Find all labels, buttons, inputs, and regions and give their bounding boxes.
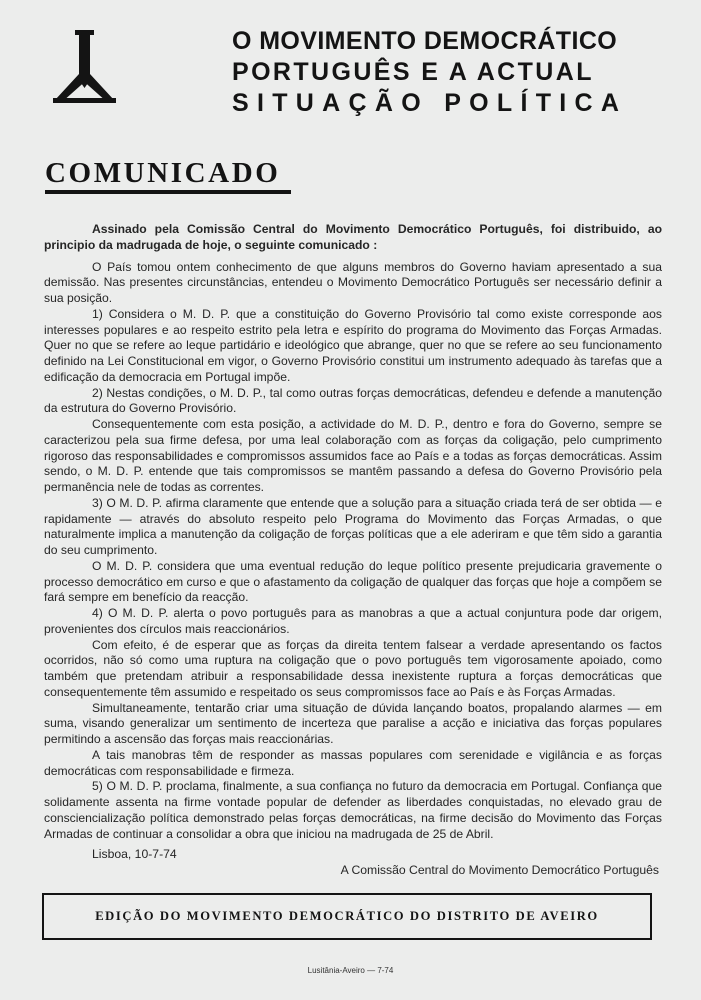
- paragraph: 1) Considera o M. D. P. que a constituição do Governo Provisório tal como existe corresponde aos interesses populares e ao respeito estrito pela letra e espírito do programa do Movimento das Forças Armadas. Quer no que se refere ao leque partidário e ideológico que abrange, quer no que se refere ao seu funcionamento definido na Lei Constitucional em vigor, o Governo Provisório constitui um instrumento adequado às tarefas que a edificação da democracia em Portugal impõe.: [44, 306, 662, 384]
- paragraph: O País tomou ontem conhecimento de que alguns membros do Governo haviam apresentado a sua demissão. Nas presentes circunstâncias, entendeu o Movimento Democrático Português ser necessário definir a sua posição.: [44, 259, 662, 305]
- printer-credit: Lusitânia-Aveiro — 7-74: [307, 966, 394, 975]
- paragraph: 5) O M. D. P. proclama, finalmente, a sua confiança no futuro da democracia em Portugal. Confiança que solidamente assenta na firme vontade popular de defender as liberdades conquistadas, no elevado grau de consciencialização política demonstrado pelas forças democráticas, na firme decisão do Movimento das Forças Armadas de continuar a consolidar a obra que iniciou na madrugada de 25 de Abril.: [44, 779, 662, 841]
- signature: A Comissão Central do Movimento Democrático Português: [340, 863, 659, 877]
- paragraph: Simultaneamente, tentarão criar uma situação de dúvida lançando boatos, propalando alarmes — em suma, visando generalizar um sentimento de incerteza que paralise a acção e iniciativa das forças populares permitindo a ascensão das forças mais reaccionárias.: [44, 700, 662, 746]
- edition-label: EDIÇÃO DO MOVIMENTO DEMOCRÁTICO DO DISTRITO DE AVEIRO: [95, 909, 599, 923]
- paragraph: O M. D. P. considera que uma eventual redução do leque político presente prejudicaria gravemente o processo democrático em curso e que o afastamento da coligação de qualquer das forças que hoje a compõem se fará sempre em benefício da reacção.: [44, 558, 662, 605]
- document-headline: [232, 26, 662, 119]
- paragraph: A tais manobras têm de responder as massas populares com serenidade e vigilância e as forças democráticas com responsabilidade e firmeza.: [44, 747, 662, 778]
- paragraph: 3) O M. D. P. afirma claramente que entende que a solução para a situação criada terá de ser obtida — e rapidamente — através do absoluto respeito pelo Programa do Movimento das Forças Armadas, o que naturalmente implica a manutenção da coligação de forças políticas que a ele aderiram e que têm sido a garantia do seu cumprimento.: [44, 495, 662, 557]
- paragraph: Consequentemente com esta posição, a actividade do M. D. P., dentro e fora do Governo, sempre se caracterizou pela sua firme defesa, por uma leal colaboração com as forças da coligação, pelo cumprimento rigoroso das responsabilidades e compromissos assumidos face ao País e a todas as forças democráticas. Assim sendo, o M. D. P. entende que tais compromissos se mantêm passando a defesa do Governo Provisório pela permanência nele de todas as correntes.: [44, 417, 662, 494]
- headline-line: SITUAÇÃO POLÍTICA: [232, 89, 628, 117]
- headline-line: O MOVIMENTO DEMOCRÁTICO: [232, 27, 618, 55]
- headline-line: PORTUGUÊS E A ACTUAL: [232, 58, 594, 86]
- communique-body: [44, 222, 662, 842]
- place-date: Lisboa, 10-7-74: [92, 847, 177, 861]
- mdp-trident-logo-icon: [50, 30, 118, 104]
- heading-underline: [45, 190, 291, 194]
- paragraph: Com efeito, é de esperar que as forças da direita tentem falsear a verdade apresentando os factos ocorridos, não só como uma ruptura na coligação que o povo português tem vigorosamente apoiado, como também que pretendam atribuir a responsabilidade dessa inexistente ruptura a forças democráticas que consequentemente têm assumido e respeitado os seus compromissos face ao País e às Forças Armadas.: [44, 637, 662, 699]
- paragraph: 4) O M. D. P. alerta o povo português para as manobras a que a actual conjuntura pode dar origem, provenientes dos círculos mais reaccionários.: [44, 606, 662, 636]
- footer-box: [42, 893, 652, 940]
- intro-paragraph: Assinado pela Comissão Central do Movimento Democrático Português, foi distribuido, ao principio da madrugada de hoje, o seguinte comunicado :: [44, 222, 662, 252]
- paragraph: 2) Nestas condições, o M. D. P., tal como outras forças democráticas, defendeu e defende a manutenção da estrutura do Governo Provisório.: [44, 385, 662, 416]
- section-heading: COMUNICADO: [45, 157, 281, 189]
